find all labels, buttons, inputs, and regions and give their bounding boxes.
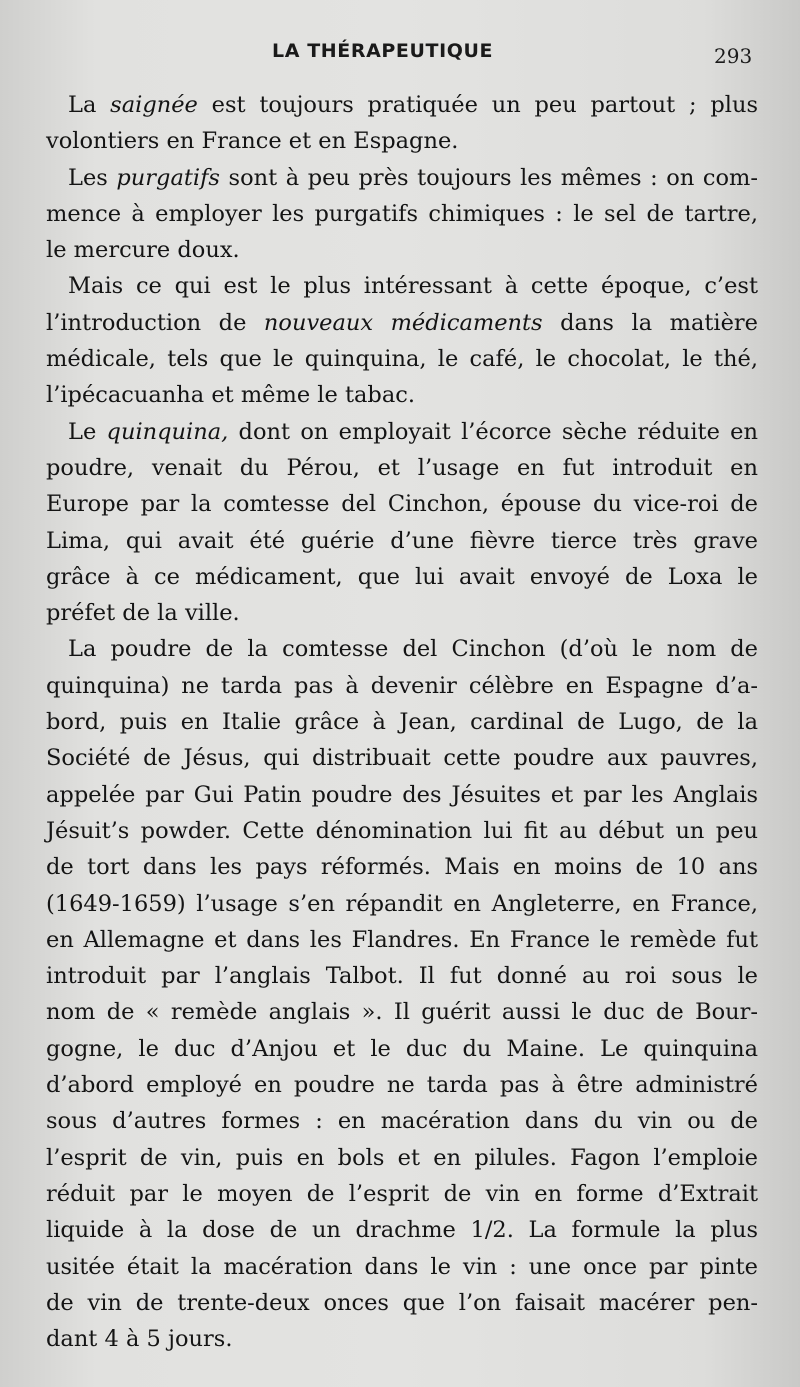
text-segment: La poudre de la comtesse del Cinchon (d’où le nom de [68,636,758,663]
text-segment: La [68,92,111,118]
text-segment: introduit par l’anglais Talbot. Il fut donné au roi sous le [46,963,758,990]
text-line [46,813,758,849]
text-line [46,305,758,341]
text-segment: volontiers en France et en Espagne. [46,128,459,155]
text-segment: liquide à la dose de un drachme 1/2. La formule la plus [46,1217,758,1244]
text-line [46,1031,758,1067]
text-segment: le mercure doux. [46,237,240,264]
text-line [46,668,758,704]
text-line [46,1285,758,1321]
text-segment: Mais ce qui est le plus intéressant à cette époque, c’est [68,273,758,300]
text-line [46,922,758,958]
text-line [46,740,758,776]
text-line [46,777,758,813]
text-segment: en Allemagne et dans les Flandres. En France le remède fut [46,926,758,953]
text-segment: l’ipécacuanha et même le tabac. [46,382,415,409]
text-segment: (1649-1659) l’usage s’en répandit en Angleterre, en France, [46,890,758,917]
text-line [46,704,758,740]
text-line [46,196,758,232]
text-segment: Europe par la comtesse del Cinchon, épouse du vice-roi de [46,491,758,518]
text-line [46,1212,758,1248]
page-number: 293 [714,44,753,68]
text-line [46,232,758,268]
text-segment: usitée était la macération dans le vin : une once par pinte [46,1253,758,1280]
text-segment: poudre, venait du Pérou, et l’usage en fut introduit en [46,454,758,481]
text-line [46,958,758,994]
italic-term: saignée [110,92,198,118]
text-segment: l’esprit de vin, puis en bols et en pilules. Fagon l’emploie [46,1144,758,1171]
text-line [46,994,758,1030]
text-line [46,123,758,159]
italic-term: quinquina, [106,418,229,445]
body-text [46,87,758,1357]
text-segment: d’abord employé en poudre ne tarda pas à être administré [46,1072,758,1099]
italic-term: nouveaux médicaments [263,309,543,336]
text-line [46,1249,758,1285]
page-header [0,40,800,70]
text-line [46,341,758,377]
text-segment: Jésuit’s powder. Cette dénomination lui fit au début un peu [46,817,758,844]
text-line [46,268,758,304]
text-line [46,1067,758,1103]
text-line [46,1140,758,1176]
text-line [46,595,758,631]
text-segment: sont à peu près toujours les mêmes : on com- [219,164,758,191]
text-segment: Société de Jésus, qui distribuait cette poudre aux pauvres, [46,745,758,772]
text-line [46,377,758,413]
text-line [46,414,758,450]
text-segment: réduit par le moyen de l’esprit de vin en forme d’Extrait [46,1180,758,1207]
text-segment: Lima, qui avait été guérie d’une fièvre tierce très grave [46,527,758,554]
text-segment: Les [68,164,117,191]
text-segment: appelée par Gui Patin poudre des Jésuites et par les Anglais [46,781,758,808]
text-line [46,450,758,486]
text-segment: est toujours pratiquée un peu partout ; plus [197,92,759,118]
text-line [46,486,758,522]
text-segment: dont on employait l’écorce sèche réduite en [228,418,758,445]
italic-term: purgatifs [116,164,220,191]
text-segment: grâce à ce médicament, que lui avait envoyé de Loxa le [46,563,758,590]
text-line [46,849,758,885]
text-segment: préfet de la ville. [46,600,240,627]
text-line [46,559,758,595]
text-line [46,87,758,123]
text-segment: l’introduction de [46,309,264,336]
text-line [46,1176,758,1212]
text-line [46,1103,758,1139]
text-segment: nom de « remède anglais ». Il guérit aussi le duc de Bour- [46,999,758,1026]
text-segment: mence à employer les purgatifs chimiques : le sel de tartre, [46,200,758,227]
running-title: LA THÉRAPEUTIQUE [272,40,494,62]
text-line [46,523,758,559]
text-segment: dant 4 à 5 jours. [46,1326,233,1353]
text-segment: sous d’autres formes : en macération dans du vin ou de [46,1108,758,1135]
text-segment: quinquina) ne tarda pas à devenir célèbre en Espagne d’a- [46,672,758,699]
text-segment: gogne, le duc d’Anjou et le duc du Maine. Le quinquina [46,1035,758,1062]
text-segment: de vin de trente-deux onces que l’on faisait macérer pen- [46,1289,758,1316]
text-line [46,1321,758,1357]
text-line [46,886,758,922]
text-segment: bord, puis en Italie grâce à Jean, cardinal de Lugo, de la [46,709,758,736]
text-segment: médicale, tels que le quinquina, le café, le chocolat, le thé, [46,346,758,373]
text-segment: de tort dans les pays réformés. Mais en moins de 10 ans [46,854,758,881]
text-segment: dans la matière [542,309,758,336]
text-segment: Le [68,418,107,445]
text-line [46,631,758,667]
text-line [46,160,758,196]
